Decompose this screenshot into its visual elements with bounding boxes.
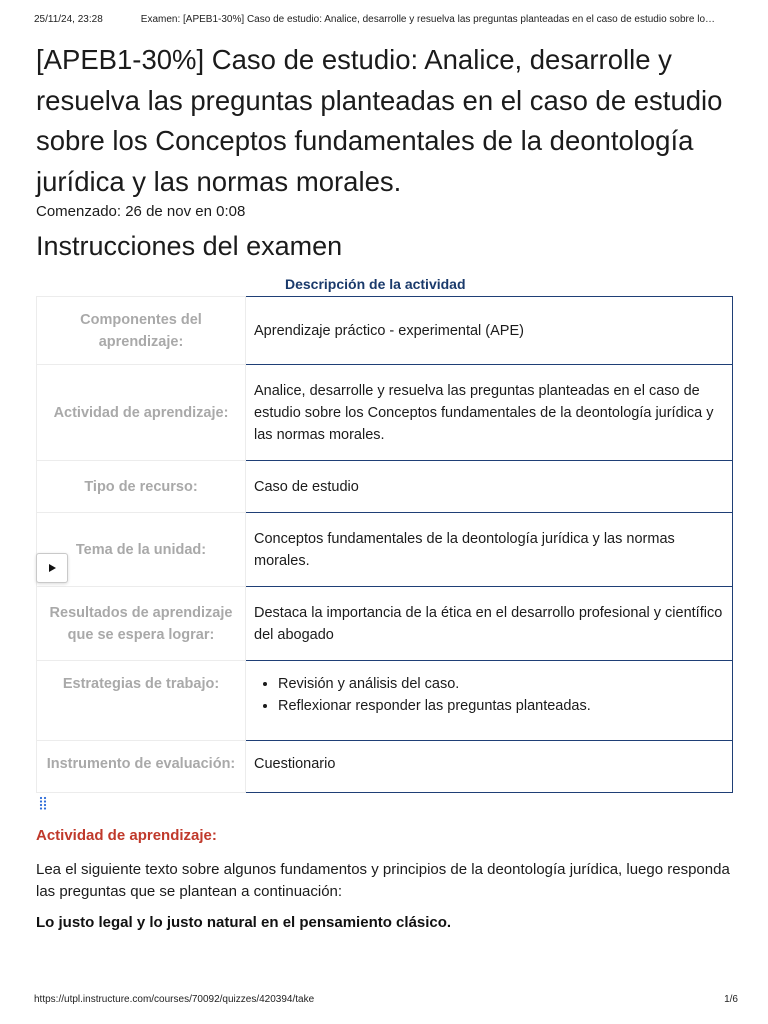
row-value-components: Aprendizaje práctico - experimental (APE) [246,297,733,365]
play-icon [47,563,57,573]
table-row [37,661,733,741]
instructions-heading: Instrucciones del examen [36,231,343,261]
learning-activity-heading: Actividad de aprendizaje: [36,827,217,844]
drag-handle-icon[interactable] [38,796,50,810]
play-button[interactable] [36,553,68,583]
table-row [37,461,733,513]
print-datetime: 25/11/24, 23:28 [34,14,103,25]
page-url: https://utpl.instructure.com/courses/70092/quizzes/420394/take [34,994,315,1005]
activity-description-table [36,296,733,793]
strategies-list [254,673,724,717]
table-row [37,365,733,461]
row-label-strategies: Estrategias de trabajo: [37,661,246,741]
table-row [37,513,733,587]
table-caption: Descripción de la actividad [285,276,466,292]
exam-title: [APEB1-30%] Caso de estudio: Analice, desarrolle y resuelva las preguntas planteadas en el caso de estudio sobre los Conceptos fundamentales de la deontología jurídica y las normas morales. [36,44,723,197]
row-label-resource-type: Tipo de recurso: [37,461,246,513]
row-label-learning-outcomes: Resultados de aprendizaje que se espera lograr: [37,587,246,661]
row-value-unit-topic: Conceptos fundamentales de la deontología jurídica y las normas morales. [246,513,733,587]
print-footer [34,994,738,1005]
row-label-unit-topic: Tema de la unidad: [37,513,246,587]
list-item: • Revisión y análisis del caso. [278,673,724,695]
page-number: 1/6 [724,994,738,1005]
row-value-evaluation-instrument: Cuestionario [246,741,733,793]
print-page-title: Examen: [APEB1-30%] Caso de estudio: Analice, desarrolle y resuelva las preguntas planteadas en el caso de estudio sobre lo… [140,14,716,25]
row-value-activity: Analice, desarrolle y resuelva las preguntas planteadas en el caso de estudio sobre los Conceptos fundamentales de la deontología jurídica y las normas morales. [246,365,733,461]
list-item: • Reflexionar responder las preguntas planteadas. [278,695,724,717]
learning-activity-intro: Lea el siguiente texto sobre algunos fundamentos y principios de la deontología jurídica, luego responda las preguntas que se plantean a continuación: [36,861,730,900]
table-row [37,741,733,793]
row-label-components: Componentes del aprendizaje: [37,297,246,365]
row-value-strategies [246,661,733,741]
table-row [37,587,733,661]
table-row [37,297,733,365]
row-label-evaluation-instrument: Instrumento de evaluación: [37,741,246,793]
exam-started-time: Comenzado: 26 de nov en 0:08 [36,203,246,220]
row-label-activity: Actividad de aprendizaje: [37,365,246,461]
row-value-learning-outcomes: Destaca la importancia de la ética en el desarrollo profesional y científico del abogado [246,587,733,661]
row-value-resource-type: Caso de estudio [246,461,733,513]
reading-title: Lo justo legal y lo justo natural en el pensamiento clásico. [36,914,452,931]
print-header [34,14,734,25]
